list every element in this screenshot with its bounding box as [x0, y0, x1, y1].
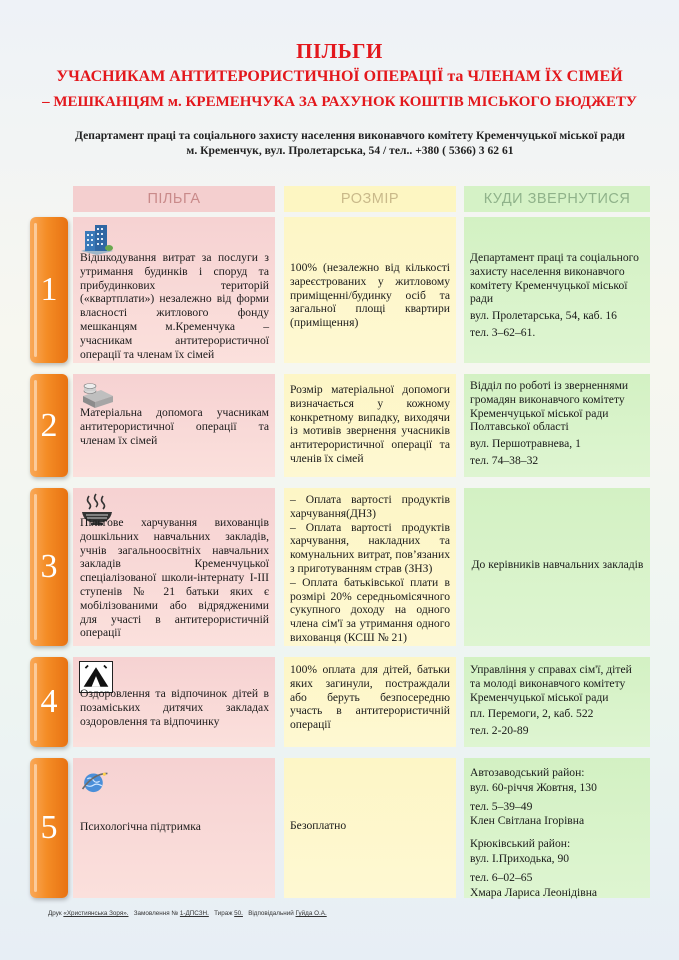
amount-3-line-2: – Оплата вартості продуктів харчування, накладних та комунальних витрат, пов’язаних з приготуванням страв (ЗНЗ) [290, 520, 450, 575]
header [0, 38, 679, 112]
amount-cell-5 [284, 758, 456, 898]
footer-imprint: Друк «Християнська Зоря». Замовлення № 1-ДПСЗН. Тираж 50. Відповідальний Гуйда О.А. [48, 910, 327, 917]
department-name: Департамент праці та соціального захисту населення виконавчого комітету Кременчуцької міської ради [75, 129, 625, 142]
amount-cell-4 [284, 657, 456, 747]
where-4-line-3: тел. 2-20-89 [470, 724, 529, 738]
where-5-line-1: Автозаводський район: [470, 766, 585, 779]
amount-cell-2 [284, 374, 456, 477]
benefit-cell-3 [73, 488, 275, 646]
where-2-line-2: вул. Першотравнева, 1 [470, 437, 581, 451]
where-cell-2 [464, 374, 650, 477]
where-4-line-2: пл. Перемоги, 2, каб. 522 [470, 707, 594, 721]
buildings-icon [79, 221, 115, 255]
page-subtitle: УЧАСНИКАМ АНТИТЕРОРИСТИЧНОЇ ОПЕРАЦІЇ та ЧЛЕНАМ ЇХ СІМЕЙ [56, 68, 623, 85]
department-info [30, 128, 670, 158]
benefit-text-2: Матеріальна допомога учасникам антитерористичної операції та членам їх сімей [80, 406, 269, 447]
column-header-benefit: ПІЛЬГА [73, 186, 275, 212]
amount-3-line-1: – Оплата вартості продуктів харчування(ДНЗ) [290, 493, 450, 520]
department-address: м. Кременчук, вул. Пролетарська, 54 / тел.. +380 ( 5366) 3 62 61 [186, 144, 514, 157]
column-header-where: КУДИ ЗВЕРНУТИСЯ [464, 186, 650, 212]
where-cell-5 [464, 758, 650, 898]
where-1-line-2: вул. Пролетарська, 54, каб. 16 [470, 309, 617, 323]
benefit-text-4: Оздоровлення та відпочинок дітей в позаміських дитячих закладах оздоровлення та відпочинку [80, 687, 269, 728]
benefit-cell-1 [73, 217, 275, 363]
row-number-2: 2 [30, 374, 68, 477]
where-5-line-5: Крюківський район: [470, 837, 571, 851]
benefit-text-3: Пільгове харчування вихованців дошкільних навчальних закладів, учнів загальноосвітніх навчальних закладів Кременчуцької спеціалізованої школи-інтернату I-III ступенів № 21 батьки яких є мобілізованими або відрядженими для участі в антитерористичній операції [80, 516, 269, 640]
benefit-text-5: Психологічна підтримка [80, 820, 201, 833]
benefit-row-4 [0, 657, 679, 747]
page-subtitle-2: – МЕШКАНЦЯМ м. КРЕМЕНЧУКА ЗА РАХУНОК КОШТІВ МІСЬКОГО БЮДЖЕТУ [42, 94, 637, 110]
row-number-3: 3 [30, 488, 68, 646]
where-5-line-4: Клен Світлана Ігорівна [470, 814, 585, 828]
where-cell-1 [464, 217, 650, 363]
where-5-line-2: вул. 60-річчя Жовтня, 130 [470, 780, 597, 794]
page-title: ПІЛЬГИ [296, 39, 383, 63]
amount-text-5: Безоплатно [290, 819, 347, 832]
amount-text-2: Розмір матеріальної допомоги визначається у кожному конкретному випадку, виходячи із мотивів звернення учасників антитерористичної операції та членів їх сімей [290, 383, 450, 465]
amount-cell-3 [284, 488, 456, 646]
where-2-line-3: тел. 74–38–32 [470, 453, 539, 467]
where-5-line-3: тел. 5–39–49 [470, 799, 533, 813]
benefit-row-3 [0, 488, 679, 646]
where-cell-4 [464, 657, 650, 747]
where-cell-3 [464, 488, 650, 646]
where-1-line-1: Департамент праці та соціального захисту населення виконавчого комітету Кременчуцької міської ради [470, 251, 639, 306]
row-number-1: 1 [30, 217, 68, 363]
globe-icon [81, 768, 109, 796]
benefit-row-2 [0, 374, 679, 477]
amount-text-1: 100% (незалежно від кількості зареєстрованих у житловому приміщенні/будинку осіб та загальної площі квартири (приміщення) [290, 261, 450, 330]
row-number-4: 4 [30, 657, 68, 747]
benefit-text-1: Відшкодування витрат за послуги з утримання будинків і споруд та прибудинкових територій («квартплати») незалежно від форми власності житлового фонду мешканцям м.Кременчука – учасникам антитерористичної операції та членам їх сімей [80, 251, 269, 361]
benefit-cell-5 [73, 758, 275, 898]
row-number-5: 5 [30, 758, 68, 898]
where-4-line-1: Управління у справах сім'ї, дітей та молоді виконавчого комітету Кременчуцької міської ради [470, 663, 632, 704]
benefit-cell-2 [73, 374, 275, 477]
amount-cell-1 [284, 217, 456, 363]
where-5-line-6: вул. І.Приходька, 90 [470, 851, 570, 865]
where-3-line-1: До керівників навчальних закладів [471, 558, 644, 571]
where-5-line-7: тел. 6–02–65 [470, 870, 533, 884]
column-header-amount: РОЗМІР [284, 186, 456, 212]
benefit-cell-4 [73, 657, 275, 747]
where-5-line-8: Хмара Лариса Леонідівна [470, 885, 598, 899]
where-2-line-1: Відділ по роботі із зверненнями громадян виконавчого комітету Кременчуцької міської ради Полтавської області [470, 379, 629, 434]
amount-3-line-3: – Оплата батьківської плати в розмірі 20% середньомісячного сукупного доходу на одного члена сім'ї за утримання одного вихованця (КСШ № 21) [290, 575, 450, 644]
amount-text-4: 100% оплата для дітей, батьки яких загинули, постраждали або беруть безпосередню участь в антитерористичній операції [290, 663, 450, 732]
benefit-row-1 [0, 217, 679, 363]
where-1-line-3: тел. 3–62–61. [470, 325, 536, 339]
benefit-row-5 [0, 758, 679, 898]
